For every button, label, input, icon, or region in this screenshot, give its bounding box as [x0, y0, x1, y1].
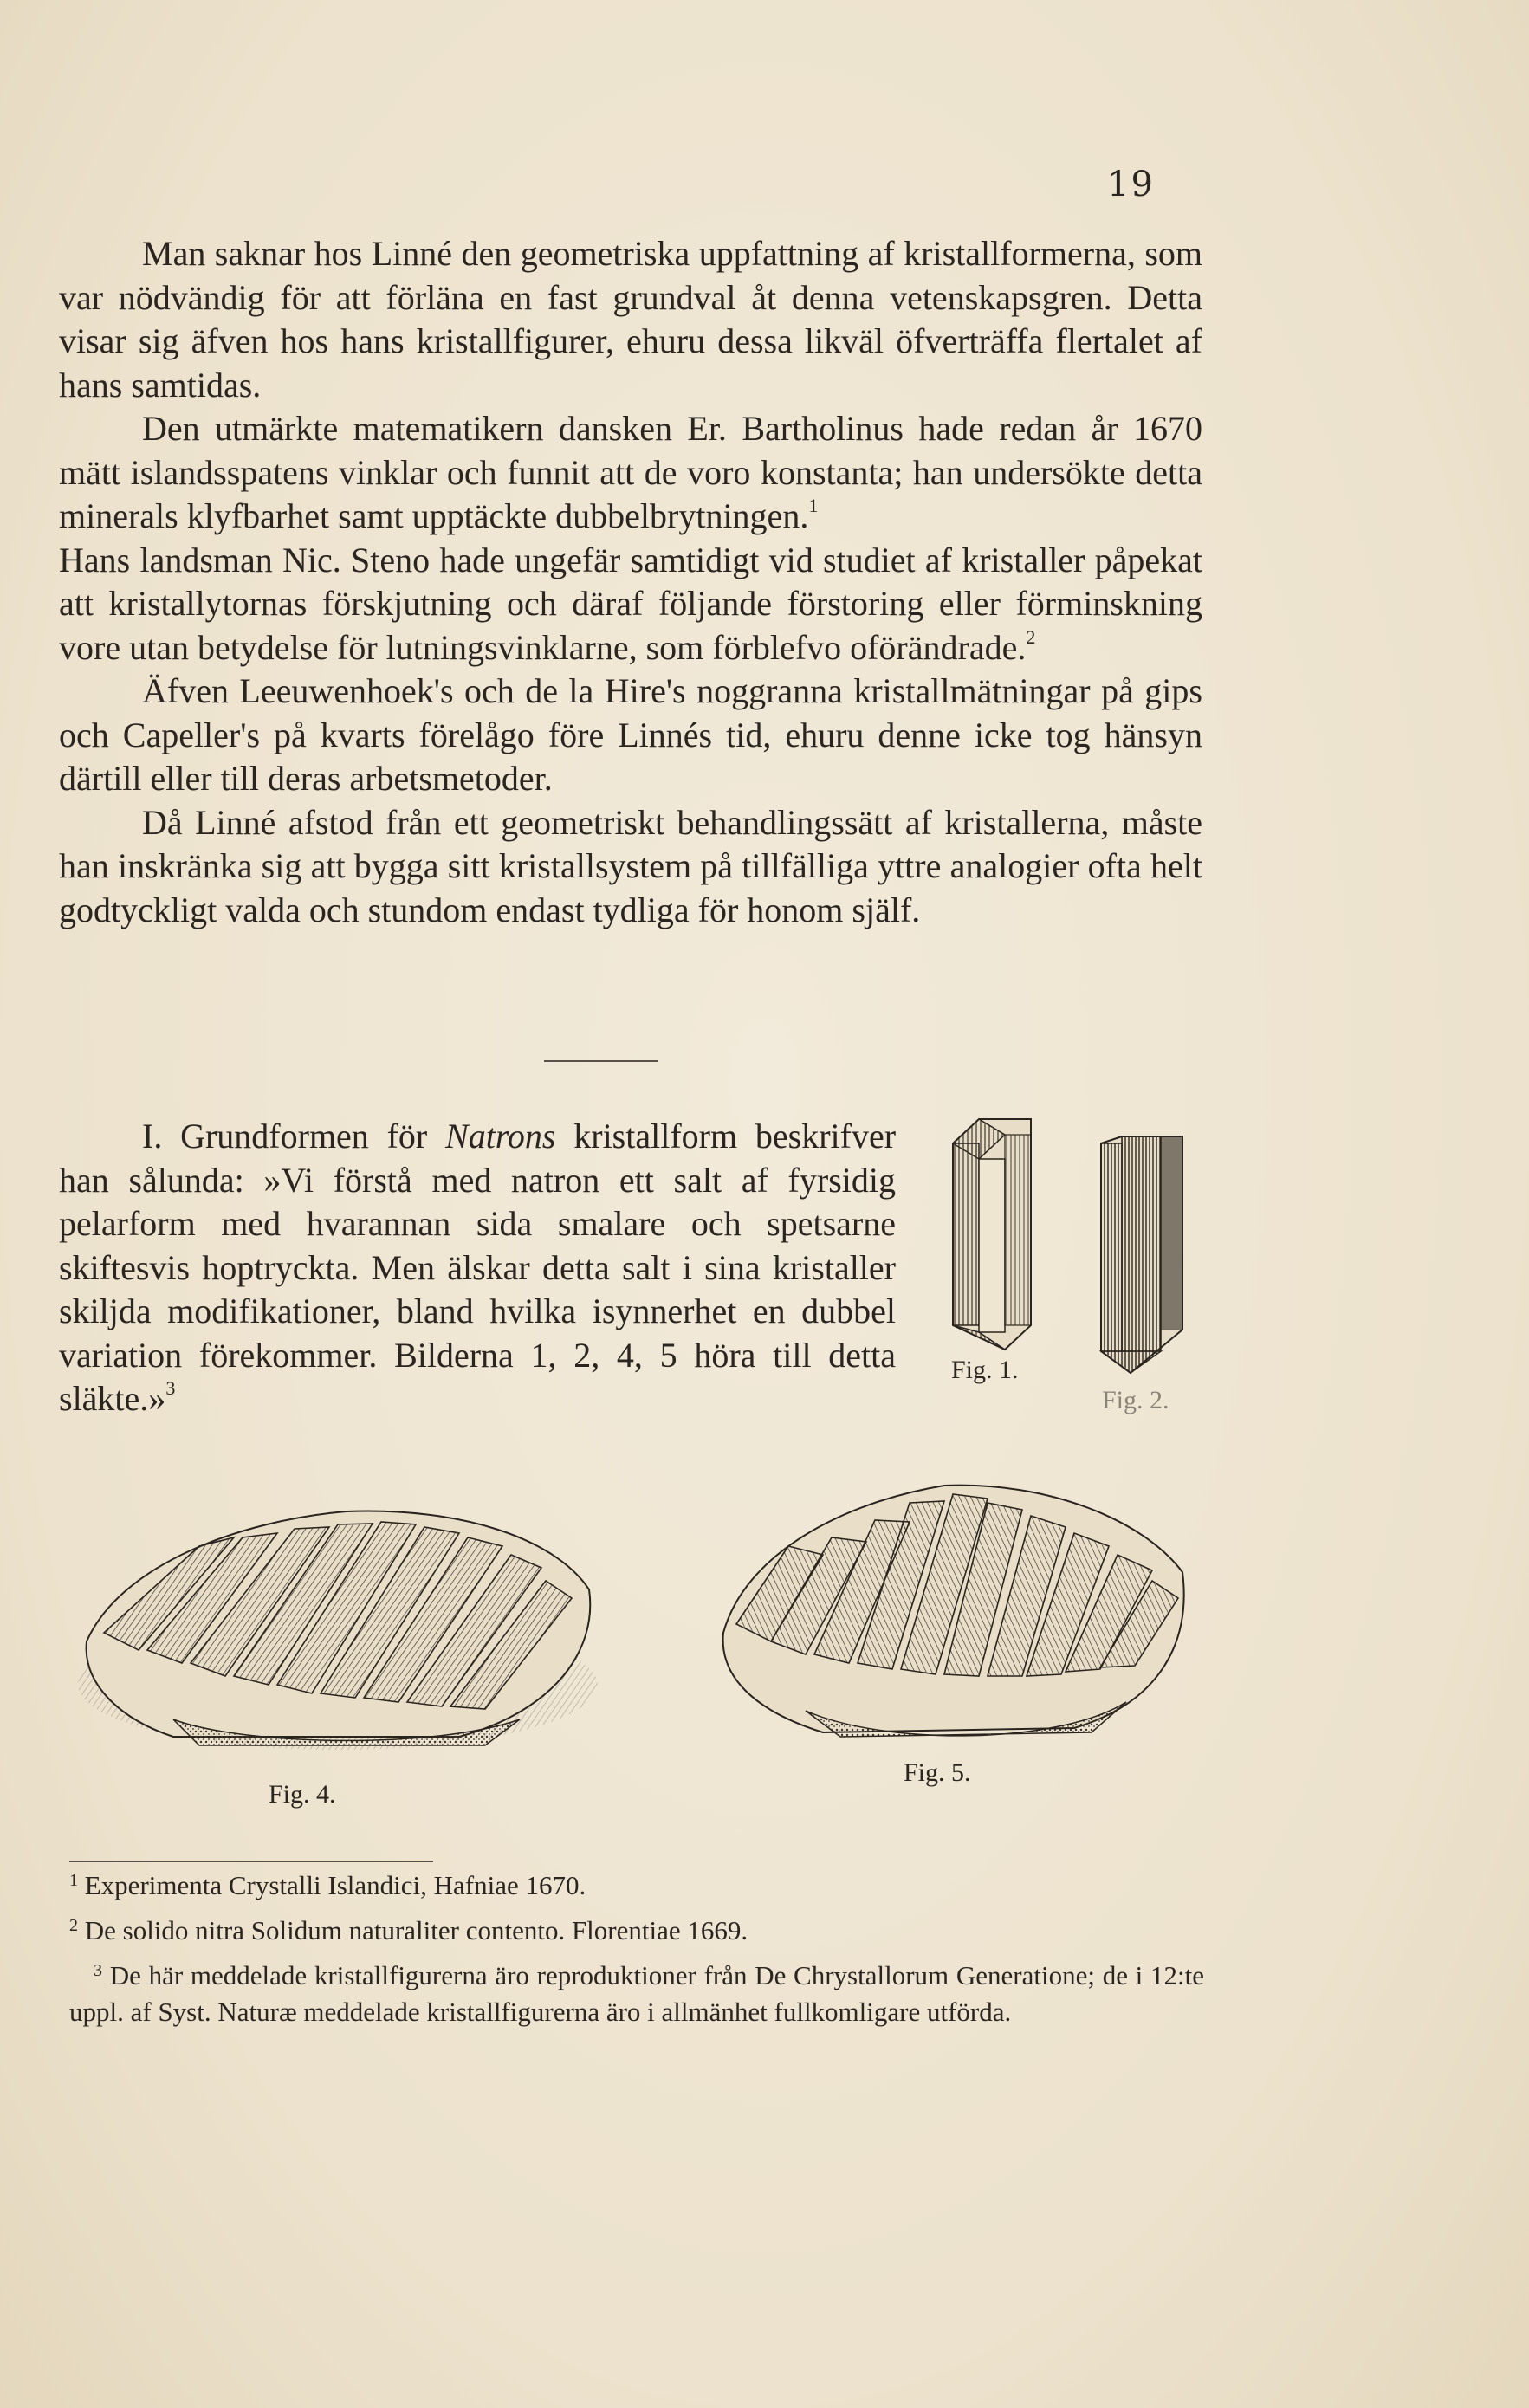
natron-italic: Natrons — [445, 1117, 556, 1155]
page-number: 19 — [1107, 165, 1155, 204]
figure-4-caption: Fig. 4. — [269, 1780, 336, 1809]
paragraph-2: Den utmärkte matematikern dansken Er. Bartholinus hade redan år 1670 mätt islandsspatens vinklar och funnit att de voro konstanta; han undersökte detta minerals klyfbarhet samt upptäckte dubbelbrytningen.$^1$ — [59, 409, 1202, 535]
footnote-2: $^2$ De solido nitra Solidum naturaliter contento. Florentiae 1669. — [69, 1915, 748, 1945]
figure-5-caption: Fig. 5. — [904, 1758, 971, 1787]
figure-2-crystal — [1096, 1135, 1191, 1377]
figure-1-caption: Fig. 1. — [951, 1356, 1019, 1384]
figure-4-crystal-cluster — [69, 1486, 606, 1771]
figure-1-crystal — [944, 1117, 1040, 1351]
footnote-ref-2: 2 — [1026, 625, 1036, 648]
footnote-ref-3: 3 — [165, 1377, 176, 1399]
paragraph-5: Då Linné afstod från ett geometriskt behandlingssätt af kristallerna, måste han inskränka sig att bygga sitt kristallsystem på tillfälliga yttre analogier ofta helt godtyckligt valda och stundom endast tydliga för honom själf. — [59, 802, 1202, 929]
footnote-ref-1: 1 — [808, 495, 819, 516]
section-divider — [544, 1060, 658, 1062]
paragraph-4: Äfven Leeuwenhoek's och de la Hire's noggranna kristallmätningar på gips och Capeller's på kvarts förelågo före Linnés tid, ehuru denne icke tog hänsyn därtill eller till deras arbetsmetoder. — [59, 671, 1202, 798]
paragraph-1: Man saknar hos Linné den geometriska uppfattning af kristallformerna, som var nödvändig för att förläna en fast grundval åt denna vetenskapsgren. Detta visar sig äfven hos hans kristallfigurer, ehuru dessa likväl öfverträffa flertalet af hans samtidas. — [59, 234, 1202, 405]
figure-5-crystal-cluster — [710, 1468, 1195, 1763]
footnote-1: $^1$ Experimenta Crystalli Islandici, Hafniae 1670. — [69, 1870, 586, 1900]
footnote-3: $^3$ De här meddelade kristallfigurerna äro reproduktioner från De Chrystallorum Generatione; de i 12:te uppl. af Syst. Naturæ meddelade kristallfigurerna äro i allmänhet fullkomligare utförda. — [69, 1960, 1204, 2027]
section-text — [59, 1115, 896, 1421]
paragraph-3: Hans landsman Nic. Steno hade ungefär samtidigt vid studiet af kristaller påpekat att kristallytornas förskjutning och däraf följande förstoring eller förminskning vore utan betydelse för lutningsvinklarne, som förblefvo oförändrade.$^2$ — [59, 540, 1202, 667]
body-text — [59, 232, 1202, 932]
figure-2-caption: Fig. 2. — [1102, 1386, 1169, 1414]
footnotes — [69, 1862, 1204, 2034]
section-paragraph: I. Grundformen för Natrons kristallform beskrifver han sålunda: »Vi förstå med natron ett salt af fyrsidig pelarform med hvarannan sida smalare och spetsarne skiftesvis hoptryckta. Men älskar detta salt i sina kristaller skiljda modifikationer, bland hvilka isynnerhet en dubbel variation förekommer. Bilderna 1, 2, 4, 5 höra till detta släkte.»$^3$ — [59, 1117, 897, 1418]
